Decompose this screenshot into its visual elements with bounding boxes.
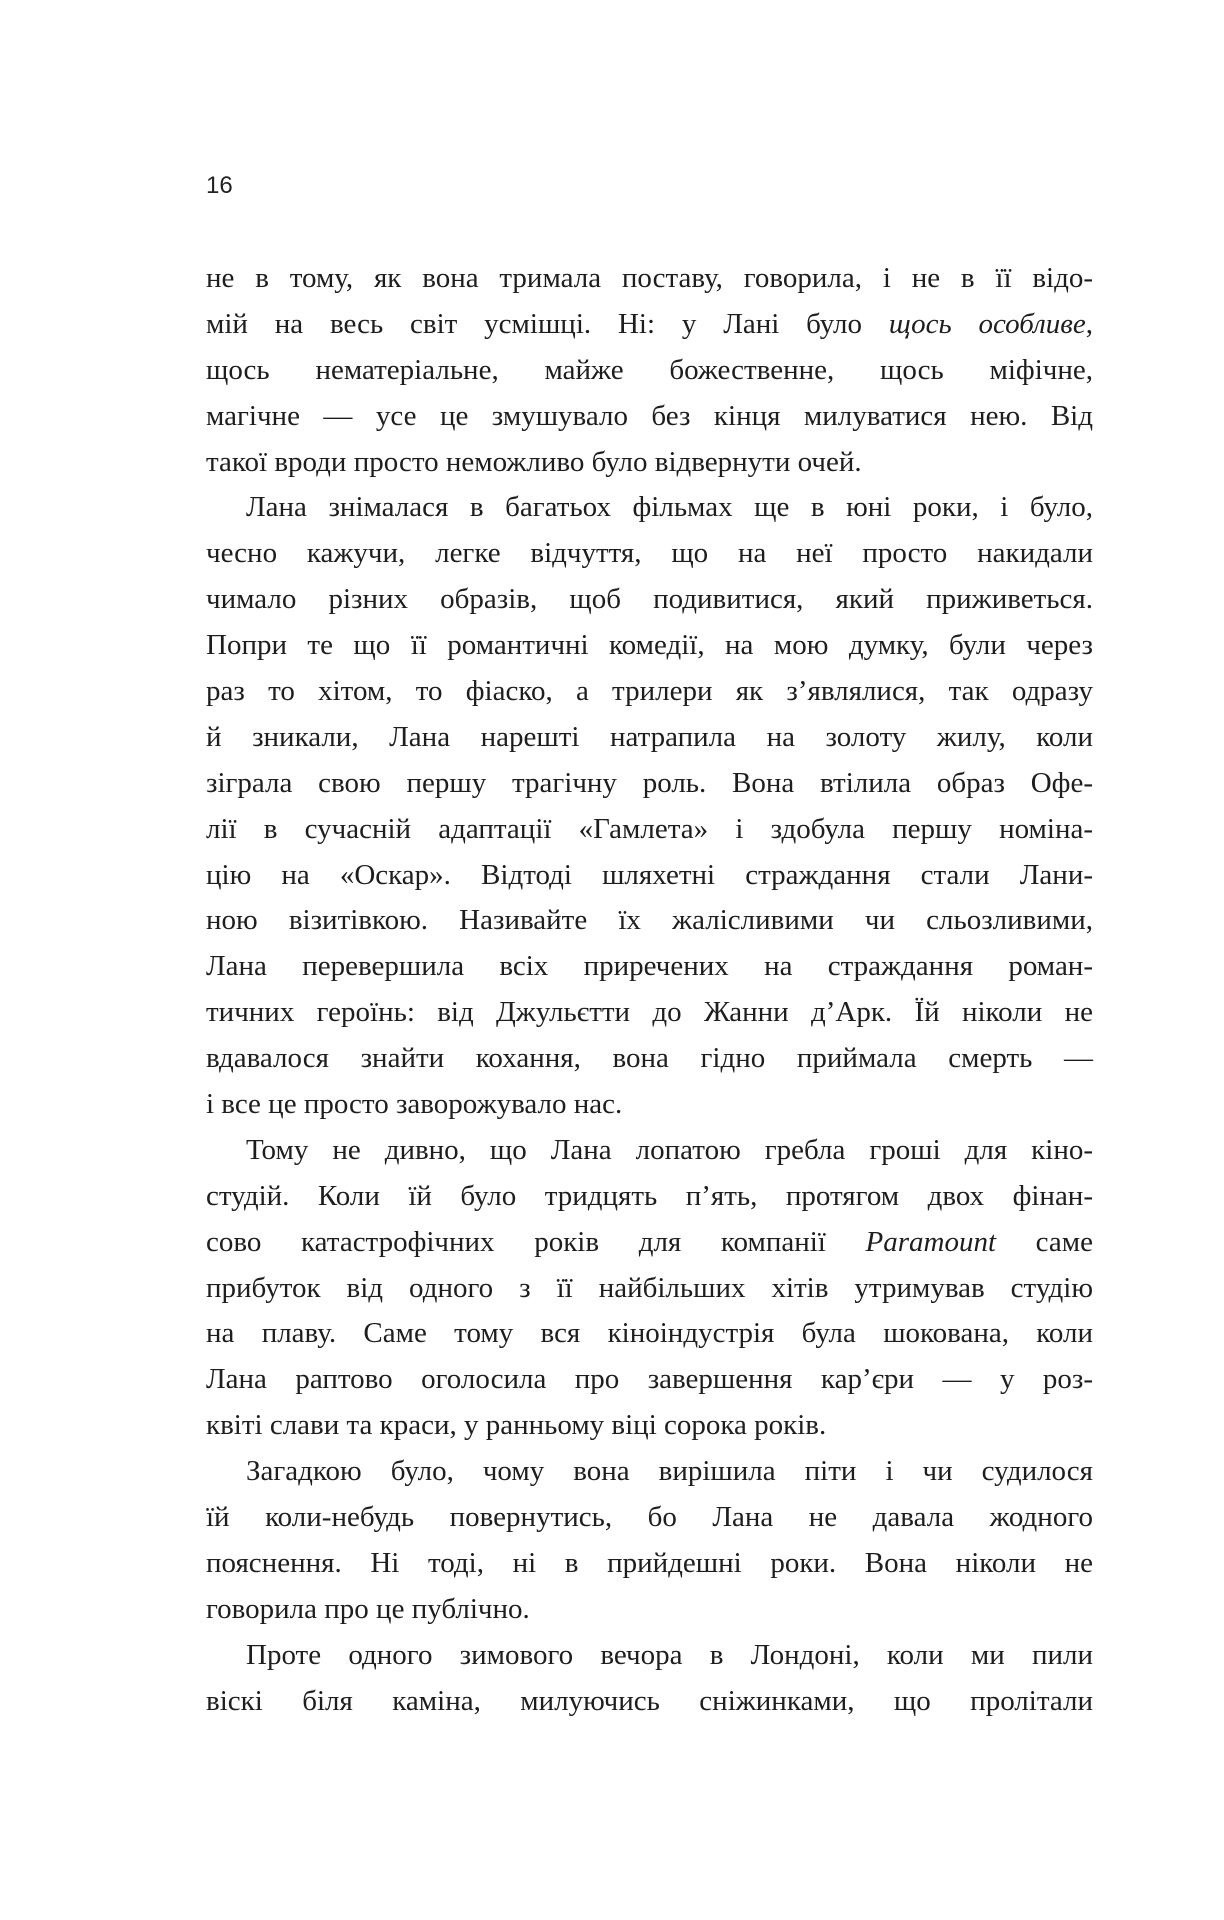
- text-run: Проте одного зимового вечора в Лондоні, коли ми пили: [246, 1638, 1093, 1671]
- text-line: [206, 944, 1093, 990]
- text-run: Лана знімалася в багатьох фільмах ще в юні роки, і було,: [246, 491, 1093, 524]
- text-line: [206, 1128, 1093, 1174]
- text-run: вдавалося знайти кохання, вона гідно приймала смерть —: [206, 1042, 1093, 1075]
- text-line: [206, 394, 1093, 440]
- text-line: [206, 1495, 1093, 1541]
- text-line: [206, 807, 1093, 853]
- text-line: [206, 1449, 1093, 1495]
- text-run: на плаву. Саме тому вся кіноіндустрія була шокована, коли: [206, 1317, 1093, 1350]
- text-run: Лана перевершила всіх приречених на страждання роман-: [206, 950, 1093, 983]
- text-run: цію на «Оскар». Відтоді шляхетні страждання стали Лани-: [206, 858, 1093, 891]
- text-line: [206, 1357, 1093, 1403]
- text-run: квіті слави та краси, у ранньому віці сорока років.: [206, 1409, 827, 1442]
- text-line: [206, 761, 1093, 807]
- text-run: й зникали, Лана нарешті натрапила на золоту жилу, коли: [206, 720, 1093, 753]
- text-run: раз то хітом, то фіаско, а трилери як з’являлися, так одразу: [206, 675, 1093, 708]
- text-line: [206, 1036, 1093, 1082]
- text-run: говорила про це публічно.: [206, 1592, 530, 1625]
- text-line: [206, 1679, 1093, 1725]
- text-line: [206, 1220, 1093, 1266]
- paragraph: [206, 1128, 1093, 1449]
- paragraph: [206, 1449, 1093, 1633]
- text-line: [206, 669, 1093, 715]
- text-line: [206, 1587, 1093, 1633]
- italic-text: щось особливе: [888, 307, 1086, 340]
- text-run: щось нематеріальне, майже божественне, щось міфічне,: [206, 353, 1093, 386]
- text-line: [206, 440, 1093, 486]
- text-line: [206, 531, 1093, 577]
- text-run: такої вроди просто неможливо було відвернути очей.: [206, 445, 862, 478]
- text-run: віскі біля каміна, милуючись сніжинками, що пролітали: [206, 1684, 1093, 1717]
- text-line: [206, 1633, 1093, 1679]
- text-line: [206, 853, 1093, 899]
- text-run: Загадкою було, чому вона вирішила піти і чи судилося: [246, 1455, 1093, 1488]
- text-run: мій на весь світ усмішці. Ні: у Лані було: [206, 307, 889, 340]
- text-run: Тому не дивно, що Лана лопатою гребла гроші для кіно-: [246, 1133, 1093, 1166]
- text-run: Попри те що її романтичні комедії, на мою думку, були через: [206, 629, 1093, 662]
- text-line: [206, 990, 1093, 1036]
- text-run: лії в сучасній адаптації «Гамлета» і здобула першу номіна-: [206, 812, 1093, 845]
- italic-text: Paramount: [865, 1225, 997, 1258]
- text-run: зіграла свою першу трагічну роль. Вона втілила образ Офе-: [206, 766, 1093, 799]
- text-line: [206, 715, 1093, 761]
- text-line: [206, 1311, 1093, 1357]
- text-line: [206, 1266, 1093, 1312]
- text-line: [206, 348, 1093, 394]
- text-line: [206, 1082, 1093, 1128]
- text-line: [206, 256, 1093, 302]
- text-run: ,: [1085, 307, 1093, 340]
- text-line: [206, 1541, 1093, 1587]
- text-run: тичних героїнь: від Джульєтти до Жанни д’Арк. Їй ніколи не: [206, 996, 1093, 1029]
- text-run: чесно кажучи, легке відчуття, що на неї просто накидали: [206, 537, 1093, 570]
- text-run: не в тому, як вона тримала поставу, говорила, і не в її відо-: [206, 262, 1093, 294]
- body-text: [206, 256, 1093, 1725]
- text-run: сово катастрофічних років для компанії: [206, 1225, 866, 1258]
- text-run: ною візитівкою. Називайте їх жалісливими чи сльозливими,: [206, 904, 1093, 937]
- text-line: [206, 1403, 1093, 1449]
- text-line: [206, 1174, 1093, 1220]
- text-run: чимало різних образів, щоб подивитися, який приживеться.: [206, 583, 1093, 616]
- text-line: [206, 485, 1093, 531]
- text-run: магічне — усе це змушувало без кінця милуватися нею. Від: [206, 399, 1093, 432]
- text-run: Лана раптово оголосила про завершення кар’єри — у роз-: [206, 1363, 1093, 1396]
- text-run: і все це просто заворожувало нас.: [206, 1088, 623, 1121]
- text-run: саме: [996, 1225, 1093, 1258]
- text-run: студій. Коли їй було тридцять п’ять, протягом двох фінан-: [206, 1179, 1093, 1212]
- text-line: [206, 898, 1093, 944]
- text-run: їй коли-небудь повернутись, бо Лана не давала жодного: [206, 1501, 1093, 1534]
- paragraph: [206, 1633, 1093, 1725]
- text-run: пояснення. Ні тоді, ні в прийдешні роки. Вона ніколи не: [206, 1546, 1093, 1579]
- text-line: [206, 623, 1093, 669]
- paragraph: [206, 485, 1093, 1127]
- text-line: [206, 577, 1093, 623]
- text-line: [206, 302, 1093, 348]
- paragraph: [206, 256, 1093, 485]
- page-number: 16: [206, 172, 233, 199]
- text-run: прибуток від одного з її найбільших хітів утримував студію: [206, 1271, 1093, 1304]
